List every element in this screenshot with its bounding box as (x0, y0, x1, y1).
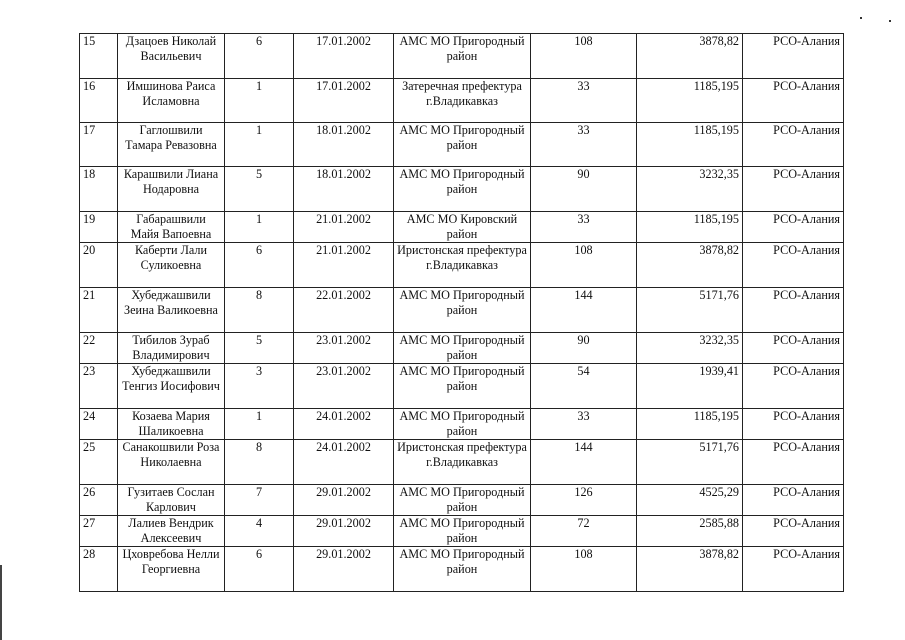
area-value-cell: 33 (531, 409, 637, 440)
person-name-cell: Лалиев Вендрик Алексеевич (118, 516, 225, 547)
table-row (80, 409, 844, 440)
region-name-cell: РСО-Алания (743, 440, 844, 485)
region-name-cell: РСО-Алания (743, 288, 844, 333)
person-name-cell: Габарашвили Майя Вапоевна (118, 212, 225, 243)
row-number-cell: 24 (80, 409, 118, 440)
table-row (80, 485, 844, 516)
scan-edge-shadow (0, 565, 2, 640)
table-row (80, 212, 844, 243)
family-count-cell: 3 (225, 364, 294, 409)
amount-value-cell: 2585,88 (637, 516, 743, 547)
amount-value-cell: 5171,76 (637, 440, 743, 485)
issuing-authority-cell: Иристонская префектура г.Владикавказ (394, 440, 531, 485)
table-row (80, 516, 844, 547)
family-count-cell: 6 (225, 34, 294, 79)
issuing-authority-cell: АМС МО Пригородный район (394, 333, 531, 364)
table-row (80, 547, 844, 592)
table-row (80, 79, 844, 123)
family-count-cell: 8 (225, 288, 294, 333)
person-name-cell: Каберти Лали Суликоевна (118, 243, 225, 288)
issuing-authority-cell: Иристонская префектура г.Владикавказ (394, 243, 531, 288)
row-number-cell: 22 (80, 333, 118, 364)
family-count-cell: 6 (225, 243, 294, 288)
amount-value-cell: 3878,82 (637, 547, 743, 592)
area-value-cell: 33 (531, 79, 637, 123)
record-date-cell: 23.01.2002 (294, 333, 394, 364)
region-name-cell: РСО-Алания (743, 333, 844, 364)
record-date-cell: 29.01.2002 (294, 516, 394, 547)
amount-value-cell: 1185,195 (637, 79, 743, 123)
record-date-cell: 23.01.2002 (294, 364, 394, 409)
issuing-authority-cell: АМС МО Пригородный район (394, 485, 531, 516)
record-date-cell: 29.01.2002 (294, 485, 394, 516)
amount-value-cell: 5171,76 (637, 288, 743, 333)
area-value-cell: 33 (531, 123, 637, 167)
row-number-cell: 17 (80, 123, 118, 167)
amount-value-cell: 1185,195 (637, 212, 743, 243)
row-number-cell: 27 (80, 516, 118, 547)
issuing-authority-cell: Затеречная префектура г.Владикавказ (394, 79, 531, 123)
registry-rows (80, 34, 844, 592)
amount-value-cell: 3232,35 (637, 333, 743, 364)
person-name-cell: Хубеджашвили Зеина Валикоевна (118, 288, 225, 333)
table-row (80, 167, 844, 212)
area-value-cell: 72 (531, 516, 637, 547)
issuing-authority-cell: АМС МО Пригородный район (394, 123, 531, 167)
person-name-cell: Тибилов Зураб Владимирович (118, 333, 225, 364)
amount-value-cell: 3878,82 (637, 243, 743, 288)
person-name-cell: Санакошвили Роза Николаевна (118, 440, 225, 485)
row-number-cell: 23 (80, 364, 118, 409)
row-number-cell: 25 (80, 440, 118, 485)
row-number-cell: 15 (80, 34, 118, 79)
region-name-cell: РСО-Алания (743, 123, 844, 167)
amount-value-cell: 1185,195 (637, 409, 743, 440)
family-count-cell: 7 (225, 485, 294, 516)
person-name-cell: Гаглошвили Тамара Ревазовна (118, 123, 225, 167)
table-row (80, 333, 844, 364)
family-count-cell: 8 (225, 440, 294, 485)
area-value-cell: 108 (531, 34, 637, 79)
issuing-authority-cell: АМС МО Пригородный район (394, 516, 531, 547)
scan-speck (889, 20, 891, 22)
family-count-cell: 1 (225, 212, 294, 243)
region-name-cell: РСО-Алания (743, 547, 844, 592)
area-value-cell: 108 (531, 547, 637, 592)
table-row (80, 123, 844, 167)
family-count-cell: 1 (225, 409, 294, 440)
person-name-cell: Хубеджашвили Тенгиз Иосифович (118, 364, 225, 409)
scan-speck (860, 17, 862, 19)
person-name-cell: Козаева Мария Шаликоевна (118, 409, 225, 440)
person-name-cell: Гузитаев Сослан Карлович (118, 485, 225, 516)
region-name-cell: РСО-Алания (743, 409, 844, 440)
area-value-cell: 126 (531, 485, 637, 516)
region-name-cell: РСО-Алания (743, 167, 844, 212)
record-date-cell: 18.01.2002 (294, 167, 394, 212)
amount-value-cell: 4525,29 (637, 485, 743, 516)
area-value-cell: 54 (531, 364, 637, 409)
row-number-cell: 16 (80, 79, 118, 123)
table-row (80, 364, 844, 409)
row-number-cell: 26 (80, 485, 118, 516)
region-name-cell: РСО-Алания (743, 243, 844, 288)
row-number-cell: 28 (80, 547, 118, 592)
amount-value-cell: 3878,82 (637, 34, 743, 79)
table-row (80, 440, 844, 485)
record-date-cell: 21.01.2002 (294, 243, 394, 288)
row-number-cell: 21 (80, 288, 118, 333)
region-name-cell: РСО-Алания (743, 364, 844, 409)
issuing-authority-cell: АМС МО Пригородный район (394, 547, 531, 592)
table-row (80, 243, 844, 288)
family-count-cell: 4 (225, 516, 294, 547)
record-date-cell: 21.01.2002 (294, 212, 394, 243)
area-value-cell: 144 (531, 288, 637, 333)
issuing-authority-cell: АМС МО Пригородный район (394, 409, 531, 440)
amount-value-cell: 1185,195 (637, 123, 743, 167)
issuing-authority-cell: АМС МО Пригородный район (394, 364, 531, 409)
region-name-cell: РСО-Алания (743, 485, 844, 516)
area-value-cell: 33 (531, 212, 637, 243)
record-date-cell: 29.01.2002 (294, 547, 394, 592)
family-count-cell: 1 (225, 79, 294, 123)
family-count-cell: 5 (225, 167, 294, 212)
issuing-authority-cell: АМС МО Кировский район (394, 212, 531, 243)
person-name-cell: Дзацоев Николай Васильевич (118, 34, 225, 79)
area-value-cell: 90 (531, 167, 637, 212)
amount-value-cell: 1939,41 (637, 364, 743, 409)
family-count-cell: 1 (225, 123, 294, 167)
record-date-cell: 24.01.2002 (294, 409, 394, 440)
issuing-authority-cell: АМС МО Пригородный район (394, 288, 531, 333)
row-number-cell: 19 (80, 212, 118, 243)
family-count-cell: 6 (225, 547, 294, 592)
issuing-authority-cell: АМС МО Пригородный район (394, 167, 531, 212)
registry-table (79, 33, 844, 592)
record-date-cell: 18.01.2002 (294, 123, 394, 167)
record-date-cell: 17.01.2002 (294, 34, 394, 79)
person-name-cell: Цховребова Нелли Георгиевна (118, 547, 225, 592)
record-date-cell: 22.01.2002 (294, 288, 394, 333)
table-row (80, 288, 844, 333)
issuing-authority-cell: АМС МО Пригородный район (394, 34, 531, 79)
row-number-cell: 20 (80, 243, 118, 288)
region-name-cell: РСО-Алания (743, 79, 844, 123)
amount-value-cell: 3232,35 (637, 167, 743, 212)
table-row (80, 34, 844, 79)
area-value-cell: 144 (531, 440, 637, 485)
region-name-cell: РСО-Алания (743, 516, 844, 547)
family-count-cell: 5 (225, 333, 294, 364)
area-value-cell: 108 (531, 243, 637, 288)
row-number-cell: 18 (80, 167, 118, 212)
area-value-cell: 90 (531, 333, 637, 364)
record-date-cell: 24.01.2002 (294, 440, 394, 485)
person-name-cell: Имшинова Раиса Исламовна (118, 79, 225, 123)
region-name-cell: РСО-Алания (743, 34, 844, 79)
record-date-cell: 17.01.2002 (294, 79, 394, 123)
person-name-cell: Карашвили Лиана Нодаровна (118, 167, 225, 212)
region-name-cell: РСО-Алания (743, 212, 844, 243)
